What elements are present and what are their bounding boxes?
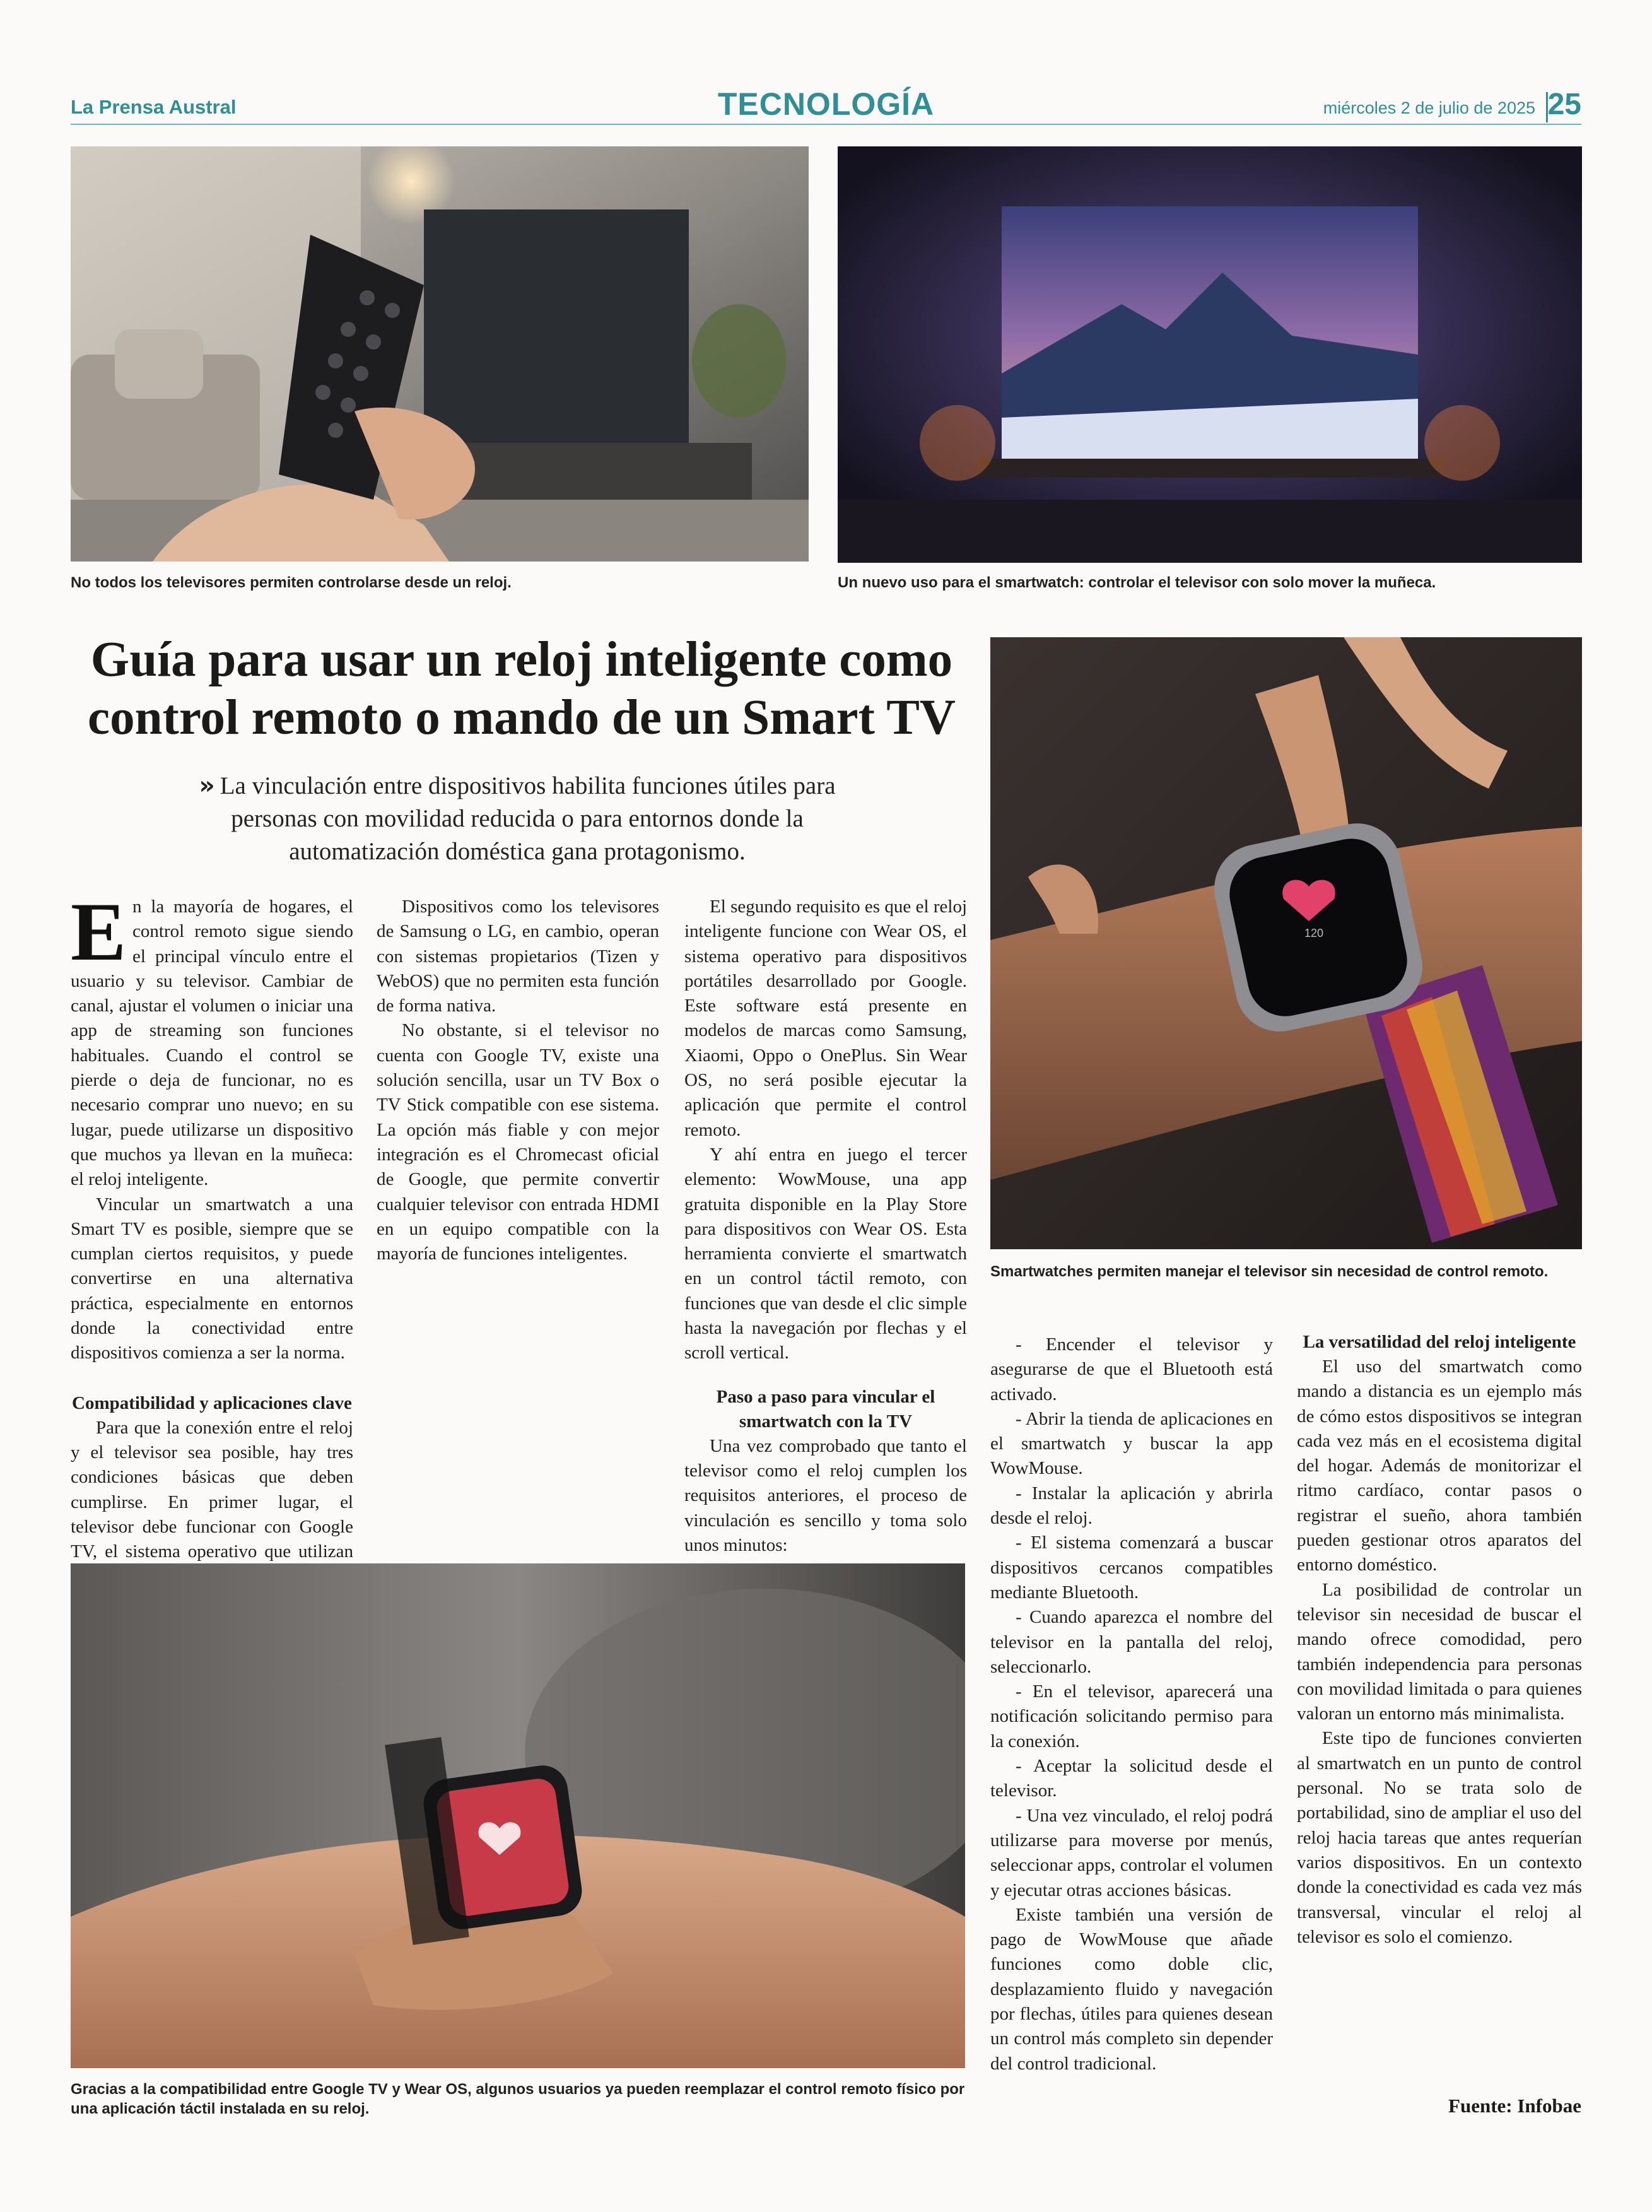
photo-smartwatch-wrist: [990, 637, 1582, 1249]
photo2-caption: Un nuevo uso para el smartwatch: controlar el televisor con solo mover la muñeca.: [838, 574, 1436, 591]
drop-cap: E: [71, 885, 127, 978]
article-source: Fuente: Infobae: [1448, 2095, 1581, 2117]
issue-date: miércoles 2 de julio de 2025: [1323, 98, 1535, 117]
photo1-caption: No todos los televisores permiten controlarse desde un reloj.: [71, 574, 512, 591]
paragraph: El segundo requisito es que el reloj inteligente funcione con Wear OS, el sistema operativo para dispositivos portátiles desarrollado por Google. Este software está presente en modelos de marcas como Samsung, Xiaomi, Oppo o OnePlus. Sin Wear OS, no será posible ejecutar la aplicación que permite el control remoto.: [684, 897, 967, 1140]
article-headline: Guía para usar un reloj inteligente como control remoto o mando de un Smart TV: [88, 632, 956, 745]
page-number: 25: [1547, 88, 1581, 121]
list-item: - Una vez vinculado, el reloj podrá utilizarse para moverse por menús, seleccionar apps, controlar el volumen y ejecutar otras acciones básicas.: [990, 1805, 1273, 1900]
paragraph: No obstante, si el televisor no cuenta con Google TV, existe una solución sencilla, usar un TV Box o TV Stick compatible con ese sistema. La opción más fiable y con mejor integración es el Chromecast oficial de Google, que permite convertir cualquier televisor con entrada HDMI en un equipo compatible con la mayoría de funciones inteligentes.: [377, 1020, 659, 1264]
paragraph: Este tipo de funciones convierten al smartwatch en un punto de control personal. No se trata solo de portabilidad, sino de ampliar el uso del reloj hacia tareas que antes requerían varios dispositivos. En un contexto donde la conectividad es cada vez más transversal, vincular el reloj al televisor es solo el comienzo.: [1297, 1728, 1582, 1947]
photo-tv-room: [838, 146, 1582, 563]
newspaper-name: La Prensa Austral: [71, 96, 237, 118]
paragraph: Para que la conexión entre el reloj y el televisor sea posible, hay tres condiciones básicas que deben cumplirse. En primer lugar, el televisor debe funcionar con Google TV, el sistema operativo que utilizan: [71, 1417, 353, 1562]
photo-remote-control: [71, 146, 809, 562]
list-item: - El sistema comenzará a buscar dispositivos cercanos compatibles mediante Bluetooth.: [990, 1533, 1273, 1603]
list-item: - Cuando aparezca el nombre del televisor en la pantalla del reloj, seleccionarlo.: [990, 1607, 1273, 1677]
paragraph: El uso del smartwatch como mando a distancia es un ejemplo más de cómo estos dispositivos se integran cada vez más en el ecosistema digital del hogar. Además de monitorizar el ritmo cardíaco, contar pasos o registrar el sueño, ahora también pueden gestionar otros aparatos del entorno doméstico.: [1297, 1356, 1582, 1575]
subheading: Compatibilidad y aplicaciones clave: [72, 1392, 352, 1413]
photo3-caption: Smartwatches permiten manejar el televisor sin necesidad de control remoto.: [990, 1263, 1549, 1280]
section-title: TECNOLOGÍA: [717, 86, 935, 122]
paragraph: Existe también una versión de pago de WowMouse que añade funciones como doble clic, desplazamiento fluido y navegación por flechas, útiles para quienes desean un control más completo sin depender del control tradicional.: [990, 1904, 1273, 2074]
list-item: - Abrir la tienda de aplicaciones en el smartwatch y buscar la app WowMouse.: [990, 1408, 1273, 1479]
paragraph: n la mayoría de hogares, el control remoto sigue siendo el principal vínculo entre el usuario y su televisor. Cambiar de canal, ajustar el volumen o iniciar una app de streaming son funciones habituales. Cuando el control se pierde o deja de funcionar, no es necesario comprar uno nuevo; en su lugar, puede utilizarse un dispositivo que muchos ya llevan en la muñeca: el reloj inteligente.: [71, 897, 353, 1190]
paragraph: La posibilidad de controlar un televisor sin necesidad de buscar el mando ofrece comodidad, pero también independencia para personas con movilidad limitada o para quienes valoran un entorno más minimalista.: [1297, 1579, 1582, 1724]
paragraph: Vincular un smartwatch a una Smart TV es posible, siempre que se cumplan ciertos requisitos, y puede convertirse en una alternativa práctica, especialmente en entornos donde la conectividad entre dispositivos comienza a ser la norma.: [71, 1194, 353, 1363]
list-item: - Aceptar la solicitud desde el televisor.: [990, 1756, 1273, 1801]
photo4-caption: Gracias a la compatibilidad entre Google TV y Wear OS, algunos usuarios ya pueden reemplazar el control remoto físico por una aplicación táctil instalada en su reloj.: [71, 2081, 965, 2117]
chevron-right-icon: »: [199, 772, 215, 800]
list-item: - Encender el televisor y asegurarse de que el Bluetooth está activado.: [990, 1334, 1273, 1404]
paragraph: Y ahí entra en juego el tercer elemento: WowMouse, una app gratuita disponible en la Play Store para dispositivos con Wear OS. Esta herramienta convierte el smartwatch en un control táctil remoto, con funciones que van desde el clic simple hasta la navegación por flechas y el scroll vertical.: [684, 1144, 967, 1363]
paragraph: Dispositivos como los televisores de Samsung o LG, en cambio, operan con sistemas propietarios (Tizen y WebOS) que no permiten esta función de forma nativa.: [377, 897, 659, 1016]
article-deck: [158, 770, 877, 868]
watch-screen-value: 120: [1304, 927, 1324, 939]
article-column-2: [377, 895, 659, 1266]
paragraph: Una vez comprobado que tanto el televisor como el reloj cumplen los requisitos anteriores, el proceso de vinculación es sencillo y toma solo unos minutos:: [684, 1435, 967, 1555]
article-column-1: [71, 885, 353, 1638]
header-rule: [71, 124, 1581, 125]
subheading: La versatilidad del reloj inteligente: [1303, 1332, 1576, 1352]
deck-text: La vinculación entre dispositivos habilita funciones útiles para personas con movilidad reducida o para entornos donde la automatización doméstica gana protagonismo.: [220, 772, 836, 865]
list-item: - Instalar la aplicación y abrirla desde el reloj.: [990, 1483, 1273, 1529]
article-column-5: [1297, 1330, 1582, 1950]
article-column-4: [990, 1332, 1273, 2076]
list-item: - En el televisor, aparecerá una notificación solicitando permiso para la conexión.: [990, 1681, 1273, 1751]
photo-watch-app: [71, 1563, 965, 2068]
article-column-3: [684, 895, 967, 1558]
subheading: Paso a paso para vincular el smartwatch con la TV: [716, 1386, 935, 1432]
